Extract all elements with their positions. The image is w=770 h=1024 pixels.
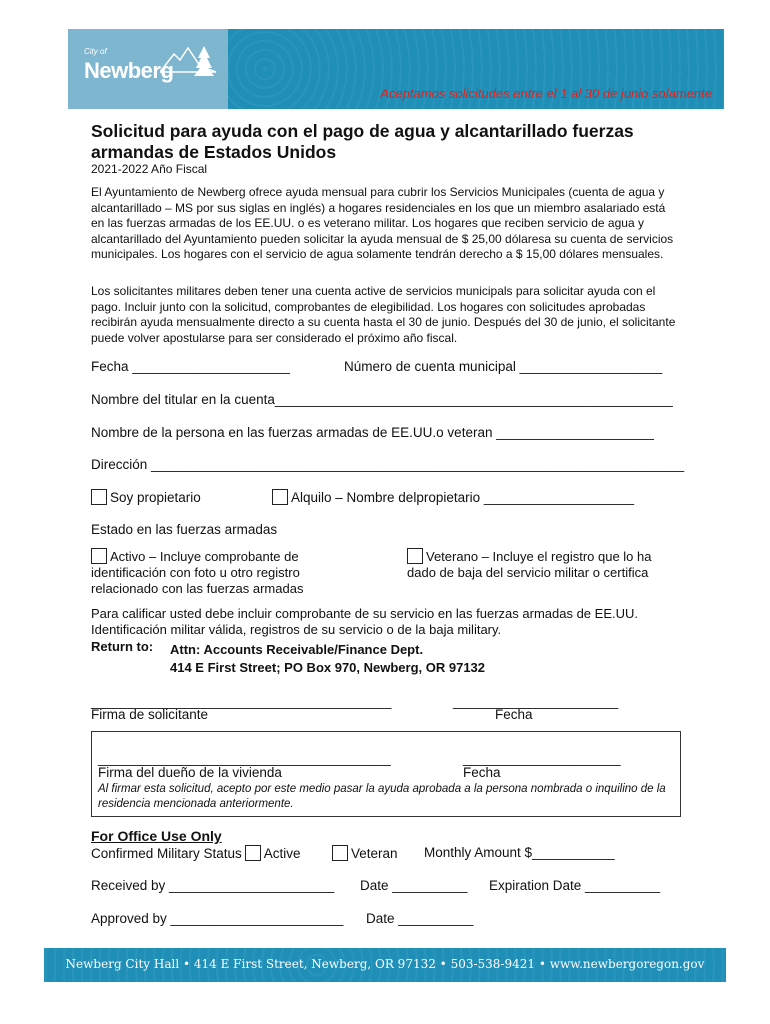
footer-contact: Newberg City Hall • 414 E First Street, Newberg, OR 97132 • 503-538-9421 • www.newbergoregon.gov	[65, 957, 705, 971]
veteran-label: Veterano – Incluye el registro que lo ha dado de baja del servicio militar o certifica	[407, 549, 652, 580]
account-number-field[interactable]: Número de cuenta municipal ___________________	[344, 359, 663, 374]
return-to-label: Return to:	[91, 639, 154, 654]
approved-date-field[interactable]: Date __________	[366, 911, 474, 926]
logo-city-text: City of	[84, 47, 107, 56]
fiscal-year: 2021-2022 Año Fiscal	[91, 162, 208, 176]
office-use-title: For Office Use Only	[91, 828, 222, 844]
veteran-option	[407, 548, 677, 581]
mountain-tree-logo-icon	[160, 42, 216, 78]
applicant-date-label: Fecha	[495, 707, 533, 722]
applicant-date-line[interactable]: ______________________	[453, 694, 619, 709]
active-duty-option	[91, 548, 331, 597]
logo-name: Newberg	[84, 58, 174, 83]
applicant-signature-line[interactable]: ________________________________________	[91, 694, 392, 709]
application-window-notice: Aceptamos solicitudes entre el 1 al 30 de junio solamente	[380, 86, 712, 101]
page-title: Solicitud para ayuda con el pago de agua y alcantarillado fuerzas armandas de Estados Unidos	[91, 121, 634, 162]
owner-option	[91, 489, 201, 505]
veteran-checkbox[interactable]	[407, 548, 423, 564]
owner-date-line[interactable]: _____________________	[463, 751, 621, 766]
owner-signature-line[interactable]: _______________________________________	[98, 751, 391, 766]
office-active-label: Active	[263, 846, 301, 861]
approved-by-field[interactable]: Approved by _______________________	[91, 911, 344, 926]
owner-date-label: Fecha	[463, 765, 501, 780]
date-field[interactable]: Fecha _____________________	[91, 359, 290, 374]
confirmed-status-row	[91, 845, 301, 861]
active-duty-checkbox[interactable]	[91, 548, 107, 564]
address-field[interactable]: Dirección _______________________________________________________________________	[91, 457, 685, 472]
military-status-label: Estado en las fuerzas armadas	[91, 522, 278, 537]
applicant-signature-label: Firma de solicitante	[91, 707, 209, 722]
office-veteran-label: Veteran	[351, 846, 398, 861]
active-duty-label: Activo – Incluye comprobante de identificación con foto u otro registro relacionado con las fuerzas armadas	[91, 549, 304, 596]
renter-label[interactable]: Alquilo – Nombre delpropietario ____________________	[291, 490, 635, 505]
received-date-field[interactable]: Date __________	[360, 878, 468, 893]
owner-consent-note: Al firmar esta solicitud, acepto por este medio pasar la ayuda aprobada a la persona nombrada o inquilino de la residencia mencionada anteriormente.	[98, 783, 666, 810]
owner-label: Soy propietario	[110, 490, 201, 505]
received-by-field[interactable]: Received by ______________________	[91, 878, 335, 893]
qualification-text: Para calificar usted debe incluir comprobante de su servicio en las fuerzas armadas de EE.UU. Identificación militar válida, registros de su servicio o de la baja military.	[91, 606, 638, 637]
owner-signature-label: Firma del dueño de la vivienda	[98, 765, 282, 780]
confirmed-status-label: Confirmed Military Status	[91, 846, 242, 861]
requirements-paragraph: Los solicitantes militares deben tener una cuenta active de servicios municipals para solicitar ayuda con el pago. Incluir junto con la solicitud, comprobantes de elegibilidad. Los hogares con solicitudes aprobadas recibirán ayuda mensualmente directo a su cuenta hasta el 30 de junio. Después del 30 de junio, el solicitante puede volver apostularse para ser considerado el próximo año fiscal.	[91, 284, 676, 345]
intro-paragraph: El Ayuntamiento de Newberg ofrece ayuda mensual para cubrir los Servicios Municipales (cuenta de agua y alcantarillado – MS por sus siglas en inglés) a hogares residenciales en los que un miembro asalariado está en las fuerzas armadas de los EE.UU. o es veterano militar. Los hogares que reciben servicio de agua y alcantarillado del Ayuntamiento pueden solicitar la ayuda mensual de $ 25,00 dólaresa su cuenta de servicios municipales. Los hogares con el servicio de agua solamente tendrán derecho a $ 15,00 dólares mensuales.	[91, 185, 674, 261]
expiration-date-field[interactable]: Expiration Date __________	[489, 878, 661, 893]
office-active-checkbox[interactable]	[245, 845, 261, 861]
renter-checkbox[interactable]	[272, 489, 288, 505]
service-member-name-field[interactable]: Nombre de la persona en las fuerzas armadas de EE.UU.o veteran _____________________	[91, 425, 654, 440]
account-holder-field[interactable]: Nombre del titular en la cuenta_____________________________________________________	[91, 392, 673, 407]
monthly-amount-field[interactable]: Monthly Amount $___________	[424, 845, 615, 860]
owner-checkbox[interactable]	[91, 489, 107, 505]
renter-option	[272, 489, 634, 505]
return-address-line2: 414 E First Street; PO Box 970, Newberg, OR 97132	[170, 660, 486, 675]
return-address-line1: Attn: Accounts Receivable/Finance Dept.	[170, 642, 424, 657]
office-veteran-option	[332, 845, 398, 861]
office-veteran-checkbox[interactable]	[332, 845, 348, 861]
